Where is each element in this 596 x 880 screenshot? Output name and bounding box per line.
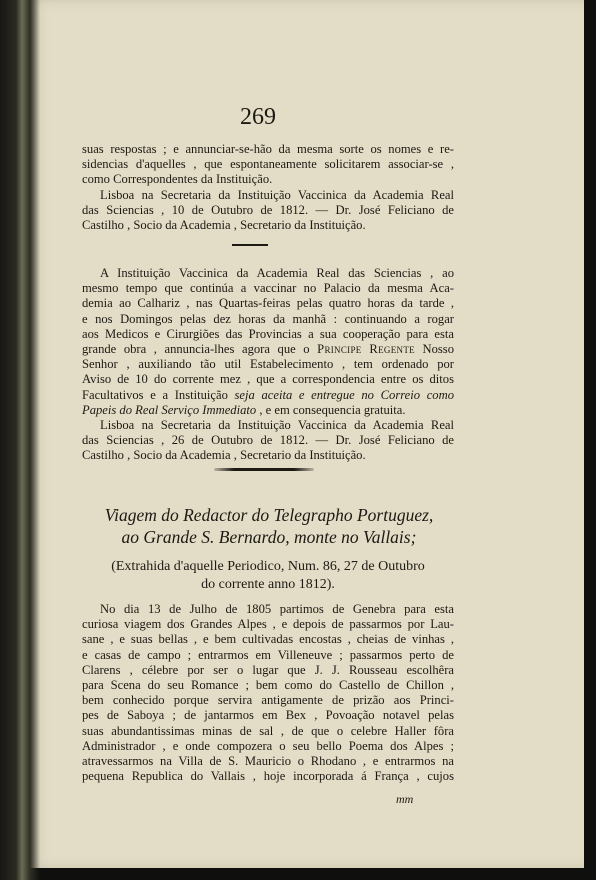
principe-regente: Principe Regente <box>317 342 415 357</box>
text-line: aos Medicos e Cirurgiões das Provincias a sua cooperação para esta <box>82 326 454 341</box>
paragraph-2-signature <box>82 188 454 234</box>
text-line: mesmo tempo que continúa a vaccinar no Palacio da mesma Aca- <box>82 281 454 296</box>
text-line: Lisboa na Secretaria da Instituição Vaccinica da Academia Real <box>100 188 454 202</box>
article-heading <box>72 504 466 548</box>
text-line: demia ao Calhariz , nas Quartas-feiras pelas quatro horas da tarde , <box>82 296 454 311</box>
text-line: como Correspondentes da Instituição. <box>82 172 273 187</box>
text-line: No dia 13 de Julho de 1805 partimos de Genebra para esta <box>100 602 454 616</box>
italic-fragment: Papeis do Real Serviço Immediato <box>82 402 257 417</box>
text-fragment: , e em consequencia gratuita. <box>259 402 406 417</box>
text-line: pequena Republica do Vallais , hoje incorporada á França , cujos <box>82 769 454 784</box>
paragraph-1 <box>82 142 454 188</box>
text-line: Senhor , auxiliando tão util Estabelecimento , tem ordenado por <box>82 357 454 372</box>
text-fragment: Nosso <box>422 342 454 357</box>
text-line: pes de Saboya ; de jantarmos em Bex , Povoação notavel pelas <box>82 708 454 723</box>
text-line: Clarens , célebre por ser o lugar que J. J. Rousseau escolhêra <box>82 662 454 677</box>
text-line: das Sciencias , 26 de Outubro de 1812. — Dr. José Feliciano de <box>82 433 454 448</box>
catchword: mm <box>396 792 414 806</box>
text-fragment: grande obra , annuncia-lhes agora que o <box>82 342 310 357</box>
text-line: e nos Domingos pelas dez horas da manhã : continuando a rogar <box>82 311 454 326</box>
text-line: A Instituição Vaccinica da Academia Real das Sciencias , ao <box>100 266 454 280</box>
text-fragment: Facultativos e a Instituição <box>82 387 228 402</box>
text-line: atravessarmos na Villa de S. Mauricio o Rhodano , e entrarmos na <box>82 754 454 769</box>
paragraph-3 <box>82 266 454 418</box>
text-line: para Scena do seu Romance ; bem como do Castello de Chillon , <box>82 678 454 693</box>
text-line: suas respostas ; e annunciar-se-hão da mesma sorte os nomes e re- <box>82 142 454 156</box>
text-line: sidencias d'aquelles , que espontaneamente solicitarem associar-se , <box>82 157 454 172</box>
source-note-line: (Extrahida d'aquelle Periodico, Num. 86, 27 de Outubro <box>111 559 425 574</box>
text-line: curiosa viagem dos Grandes Alpes , e depois de passarmos por Lau- <box>82 617 454 632</box>
section-divider-short <box>232 244 268 246</box>
text-line <box>82 388 454 403</box>
text-line: e casas de campo ; entrarmos em Villeneuve ; passarmos perto de <box>82 647 454 662</box>
section-divider-ornament <box>214 468 314 471</box>
text-line: Administrador , e onde compozera o seu bello Poema dos Alpes ; <box>82 738 454 753</box>
book-gutter <box>0 0 40 880</box>
text-line: sane , e suas bellas , e bem cultivadas encostas , cheias de vinhas , <box>82 632 454 647</box>
page-number: 269 <box>240 104 276 130</box>
text-line: Castilho , Socio da Academia , Secretario da Instituição. <box>82 448 366 463</box>
text-line: Lisboa na Secretaria da Instituição Vaccinica da Academia Real <box>100 418 454 432</box>
source-note <box>82 558 454 594</box>
text-line: Castilho , Socio da Academia , Secretario da Instituição. <box>82 218 366 233</box>
text-line: Aviso de 10 do corrente mez , que a correspondencia entre os ditos <box>82 372 454 387</box>
text-line <box>82 342 454 357</box>
heading-line: Viagem do Redactor do Telegrapho Portuguez, <box>104 505 434 525</box>
text-line: bem conhecido porque servira antigamente de prizão aos Princi- <box>82 693 454 708</box>
italic-fragment: seja aceita e entregue no Correio como <box>234 387 454 402</box>
text-line <box>82 403 454 418</box>
source-note-line: do corrente anno 1812). <box>201 577 335 592</box>
heading-line: ao Grande S. Bernardo, monte no Vallais; <box>121 527 417 547</box>
paragraph-4-signature <box>82 418 454 464</box>
text-line: suas abundantissimas minas de sal , de que o celebre Haller fôra <box>82 723 454 738</box>
paragraph-5 <box>82 602 454 784</box>
text-line: das Sciencias , 10 de Outubro de 1812. — Dr. José Feliciano de <box>82 203 454 218</box>
